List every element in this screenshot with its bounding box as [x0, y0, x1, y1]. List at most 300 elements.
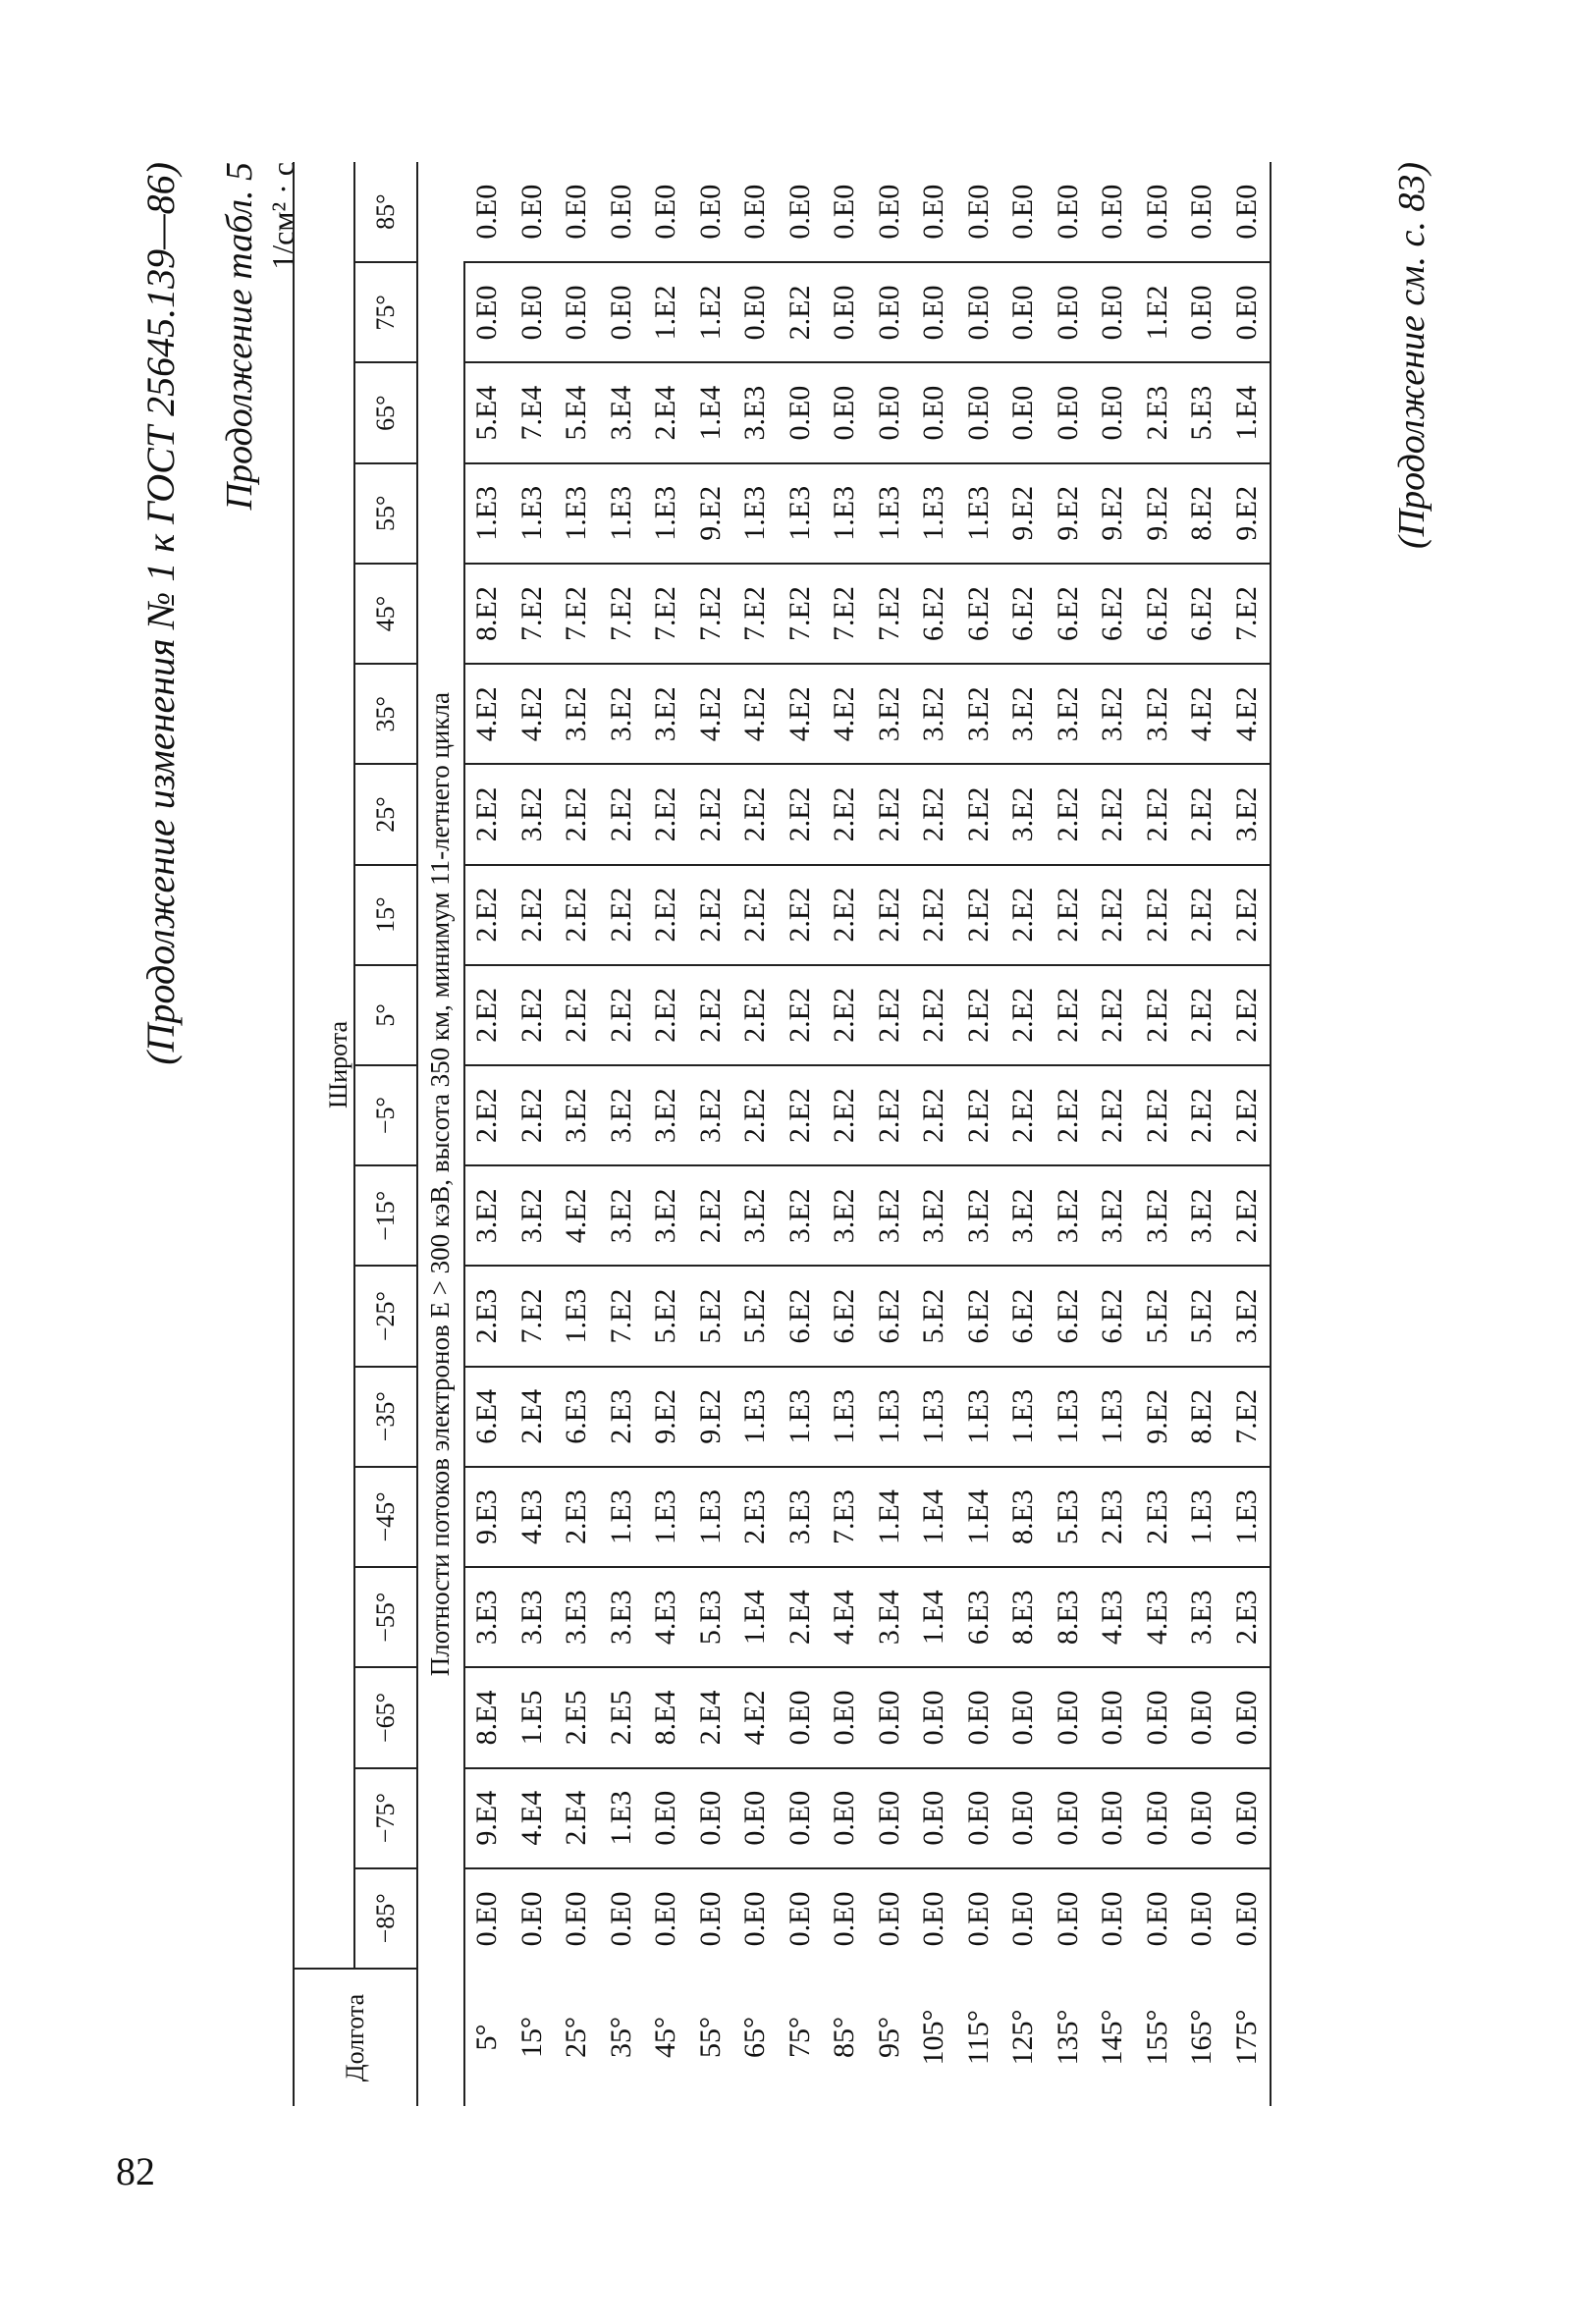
value-cell: 2.E3: [1135, 363, 1180, 463]
value-cell: 1.E3: [912, 463, 957, 564]
col-longitude-header: Долгота: [294, 1969, 417, 2106]
longitude-cell: 35°: [604, 2017, 637, 2058]
value-cell: 3.E2: [1091, 1165, 1136, 1266]
value-cell: 7.E2: [867, 564, 912, 664]
rotated-page-content: [137, 142, 1453, 2106]
value-cell: 3.E2: [1135, 1165, 1180, 1266]
value-cell: 2.E2: [510, 865, 555, 965]
value-cell: 3.E4: [867, 1567, 912, 1667]
value-cell: 7.E2: [823, 564, 868, 664]
col-latitude-header: Широта: [294, 162, 354, 1969]
value-cell: 2.E2: [1135, 865, 1180, 965]
value-cell: 0.E0: [1229, 184, 1263, 240]
value-cell: 7.E2: [778, 564, 823, 664]
longitude-cell: 75°: [783, 2017, 816, 2058]
value-cell: 0.E0: [510, 262, 555, 362]
value-cell: 8.E3: [1001, 1567, 1047, 1667]
value-cell: 9.E4: [464, 1768, 511, 1868]
value-cell: 0.E0: [778, 1667, 823, 1767]
table-row: [912, 162, 957, 2106]
flux-density-table: [293, 162, 1271, 2106]
value-cell: 8.E3: [1001, 1467, 1047, 1567]
value-cell: 1.E4: [733, 1567, 779, 1667]
value-cell: 3.E2: [599, 664, 644, 764]
value-cell: 5.E2: [688, 1266, 733, 1366]
table-row: [1091, 162, 1136, 2106]
value-cell: 2.E2: [912, 965, 957, 1065]
value-cell: 4.E3: [1091, 1567, 1136, 1667]
value-cell: 0.E0: [555, 262, 600, 362]
value-cell: 2.E2: [1091, 965, 1136, 1065]
value-cell: 2.E2: [510, 965, 555, 1065]
value-cell: 5.E2: [733, 1266, 779, 1366]
value-cell: 2.E2: [956, 865, 1001, 965]
value-cell: 0.E0: [912, 363, 957, 463]
value-cell: 2.E2: [599, 764, 644, 864]
value-cell: 8.E4: [464, 1667, 511, 1767]
value-cell: 3.E2: [867, 1165, 912, 1266]
value-cell: 6.E2: [867, 1266, 912, 1366]
value-cell: 0.E0: [912, 1868, 957, 1969]
value-cell: 4.E2: [1224, 664, 1271, 764]
longitude-cell: 145°: [1096, 2009, 1129, 2066]
value-cell: 0.E0: [956, 1868, 1001, 1969]
value-cell: 2.E2: [912, 1065, 957, 1165]
value-cell: 2.E2: [733, 865, 779, 965]
value-cell: 0.E0: [1046, 1667, 1091, 1767]
value-cell: 4.E2: [778, 664, 823, 764]
value-cell: 0.E0: [738, 184, 772, 240]
value-cell: 2.E3: [464, 1266, 511, 1366]
value-cell: 1.E3: [956, 1367, 1001, 1467]
latitude-header-cell: 15°: [354, 865, 417, 965]
value-cell: 9.E2: [1091, 463, 1136, 564]
latitude-header-cell: −5°: [354, 1065, 417, 1165]
value-cell: 1.E4: [956, 1467, 1001, 1567]
value-cell: 2.E2: [555, 865, 600, 965]
value-cell: 2.E2: [464, 865, 511, 965]
value-cell: 2.E2: [510, 1065, 555, 1165]
value-cell: 9.E2: [1001, 463, 1047, 564]
value-cell: 0.E0: [555, 1868, 600, 1969]
value-cell: 3.E4: [599, 363, 644, 463]
value-cell: 6.E2: [778, 1266, 823, 1366]
latitude-header-cell: −85°: [354, 1868, 417, 1969]
value-cell: 2.E2: [464, 1065, 511, 1165]
value-cell: 9.E2: [1135, 1367, 1180, 1467]
value-cell: 1.E4: [867, 1467, 912, 1567]
value-cell: 3.E2: [555, 1065, 600, 1165]
value-cell: 7.E2: [599, 564, 644, 664]
value-cell: 0.E0: [783, 184, 816, 240]
value-cell: 2.E2: [778, 262, 823, 362]
latitude-header-cell: −25°: [354, 1266, 417, 1366]
value-cell: 3.E2: [599, 1065, 644, 1165]
value-cell: 1.E3: [688, 1467, 733, 1567]
value-cell: 3.E2: [733, 1165, 779, 1266]
value-cell: 6.E2: [1180, 564, 1225, 664]
table-caption: Плотности потоков электронов E > 300 кэВ, высота 350 км, минимум 11-летнего цикла: [417, 262, 464, 2106]
value-cell: 3.E2: [956, 1165, 1001, 1266]
value-cell: 2.E4: [688, 1667, 733, 1767]
value-cell: 0.E0: [1001, 363, 1047, 463]
value-cell: 1.E3: [555, 463, 600, 564]
value-cell: 2.E4: [644, 363, 689, 463]
value-cell: 2.E2: [956, 1065, 1001, 1165]
value-cell: 0.E0: [1046, 262, 1091, 362]
value-cell: 2.E3: [1135, 1467, 1180, 1567]
value-cell: 6.E4: [464, 1367, 511, 1467]
value-cell: 2.E2: [1046, 764, 1091, 864]
value-cell: 1.E3: [1046, 1367, 1091, 1467]
latitude-header-cell: −55°: [354, 1567, 417, 1667]
value-cell: 3.E2: [644, 1165, 689, 1266]
longitude-cell: 25°: [560, 2017, 593, 2058]
latitude-header-cell: 25°: [354, 764, 417, 864]
value-cell: 2.E2: [867, 1065, 912, 1165]
value-cell: 3.E3: [510, 1567, 555, 1667]
value-cell: 4.E3: [644, 1567, 689, 1667]
value-cell: 0.E0: [1046, 1768, 1091, 1868]
value-cell: 2.E2: [1180, 1065, 1225, 1165]
value-cell: 7.E2: [510, 564, 555, 664]
value-cell: 2.E2: [464, 965, 511, 1065]
value-cell: 2.E2: [1046, 865, 1091, 965]
longitude-cell: 175°: [1229, 2009, 1263, 2066]
value-cell: 2.E2: [599, 965, 644, 1065]
table-row: [823, 162, 868, 2106]
value-cell: 2.E2: [1224, 1165, 1271, 1266]
value-cell: 3.E3: [778, 1467, 823, 1567]
value-cell: 0.E0: [469, 184, 503, 240]
value-cell: 6.E2: [1091, 564, 1136, 664]
value-cell: 2.E2: [644, 865, 689, 965]
value-cell: 2.E2: [1001, 865, 1047, 965]
value-cell: 2.E3: [599, 1367, 644, 1467]
value-cell: 7.E2: [599, 1266, 644, 1366]
value-cell: 1.E3: [555, 1266, 600, 1366]
value-cell: 0.E0: [1046, 1868, 1091, 1969]
value-cell: 2.E4: [510, 1367, 555, 1467]
value-cell: 0.E0: [1091, 363, 1136, 463]
value-cell: 2.E2: [867, 764, 912, 864]
value-cell: 2.E2: [1135, 764, 1180, 864]
value-cell: 3.E2: [464, 1165, 511, 1266]
value-cell: 3.E3: [555, 1567, 600, 1667]
value-cell: 2.E2: [823, 965, 868, 1065]
value-cell: 2.E2: [823, 865, 868, 965]
value-cell: 1.E2: [688, 262, 733, 362]
value-cell: 7.E2: [510, 1266, 555, 1366]
value-cell: 0.E0: [1135, 1768, 1180, 1868]
value-cell: 4.E3: [1135, 1567, 1180, 1667]
value-cell: 1.E5: [510, 1667, 555, 1767]
value-cell: 6.E2: [956, 1266, 1001, 1366]
value-cell: 5.E3: [1046, 1467, 1091, 1567]
value-cell: 2.E2: [1046, 965, 1091, 1065]
value-cell: 3.E2: [1001, 1165, 1047, 1266]
value-cell: 0.E0: [1001, 262, 1047, 362]
value-cell: 1.E3: [464, 463, 511, 564]
table-row: [510, 162, 555, 2106]
value-cell: 1.E3: [510, 463, 555, 564]
value-cell: 2.E5: [555, 1667, 600, 1767]
longitude-cell: 55°: [693, 2017, 727, 2058]
latitude-header-cell: 35°: [354, 664, 417, 764]
value-cell: 0.E0: [956, 1768, 1001, 1868]
table-row: [644, 162, 689, 2106]
value-cell: 0.E0: [1091, 1868, 1136, 1969]
value-cell: 1.E4: [688, 363, 733, 463]
value-cell: 6.E3: [956, 1567, 1001, 1667]
value-cell: 6.E2: [1091, 1266, 1136, 1366]
value-cell: 3.E2: [1224, 764, 1271, 864]
value-cell: 0.E0: [1091, 262, 1136, 362]
value-cell: 2.E2: [778, 764, 823, 864]
value-cell: 2.E4: [778, 1567, 823, 1667]
value-cell: 2.E2: [778, 965, 823, 1065]
value-cell: 3.E2: [1001, 764, 1047, 864]
value-cell: 2.E2: [1091, 865, 1136, 965]
longitude-cell: 95°: [872, 2017, 905, 2058]
value-cell: 4.E2: [688, 664, 733, 764]
value-cell: 0.E0: [1001, 1768, 1047, 1868]
longitude-cell: 45°: [649, 2017, 682, 2058]
value-cell: 1.E3: [912, 1367, 957, 1467]
value-cell: 2.E3: [733, 1467, 779, 1567]
value-cell: 3.E2: [1224, 1266, 1271, 1366]
value-cell: 1.E3: [599, 463, 644, 564]
value-cell: 0.E0: [464, 1868, 511, 1969]
value-cell: 8.E4: [644, 1667, 689, 1767]
value-cell: 2.E2: [733, 1065, 779, 1165]
value-cell: 0.E0: [867, 1768, 912, 1868]
value-cell: 0.E0: [961, 184, 995, 240]
value-cell: 2.E2: [1135, 965, 1180, 1065]
value-cell: 0.E0: [1180, 262, 1225, 362]
value-cell: 1.E3: [599, 1768, 644, 1868]
value-cell: 9.E2: [1135, 463, 1180, 564]
table-row: [867, 162, 912, 2106]
value-cell: 3.E2: [956, 664, 1001, 764]
value-cell: 2.E2: [555, 965, 600, 1065]
value-cell: 0.E0: [1096, 184, 1129, 240]
value-cell: 3.E3: [1180, 1567, 1225, 1667]
value-cell: 0.E0: [1006, 184, 1040, 240]
table-row: [464, 162, 511, 2106]
value-cell: 1.E2: [644, 262, 689, 362]
value-cell: 0.E0: [867, 1667, 912, 1767]
value-cell: 2.E2: [867, 865, 912, 965]
value-cell: 2.E2: [688, 965, 733, 1065]
value-cell: 7.E4: [510, 363, 555, 463]
value-cell: 3.E2: [644, 1065, 689, 1165]
value-cell: 3.E2: [599, 1165, 644, 1266]
value-cell: 0.E0: [599, 1868, 644, 1969]
value-cell: 1.E3: [733, 1367, 779, 1467]
value-cell: 2.E4: [555, 1768, 600, 1868]
value-cell: 3.E2: [688, 1065, 733, 1165]
value-cell: 2.E2: [1046, 1065, 1091, 1165]
value-cell: 0.E0: [1001, 1868, 1047, 1969]
value-cell: 9.E2: [1224, 463, 1271, 564]
value-cell: 4.E2: [823, 664, 868, 764]
value-cell: 3.E2: [1091, 664, 1136, 764]
value-cell: 2.E2: [555, 764, 600, 864]
value-cell: 1.E3: [1001, 1367, 1047, 1467]
value-cell: 4.E2: [733, 664, 779, 764]
value-cell: 0.E0: [1224, 1768, 1271, 1868]
value-cell: 5.E2: [644, 1266, 689, 1366]
longitude-cell: 85°: [828, 2017, 861, 2058]
value-cell: 0.E0: [867, 363, 912, 463]
value-cell: 0.E0: [778, 1768, 823, 1868]
value-cell: 0.E0: [644, 1768, 689, 1868]
value-cell: 4.E2: [1180, 664, 1225, 764]
value-cell: 5.E2: [1135, 1266, 1180, 1366]
latitude-header-cell: −45°: [354, 1467, 417, 1567]
continuation-note: (Продолжение см. с. 83): [1391, 162, 1433, 550]
longitude-cell: 115°: [961, 2010, 995, 2065]
latitude-header-cell: 45°: [354, 564, 417, 664]
value-cell: 2.E2: [823, 1065, 868, 1165]
value-cell: 3.E2: [912, 1165, 957, 1266]
latitude-header-cell: −15°: [354, 1165, 417, 1266]
value-cell: 2.E2: [823, 764, 868, 864]
value-cell: 0.E0: [1135, 1868, 1180, 1969]
value-cell: 9.E2: [644, 1367, 689, 1467]
value-cell: 3.E3: [733, 363, 779, 463]
value-cell: 6.E2: [1135, 564, 1180, 664]
value-cell: 9.E3: [464, 1467, 511, 1567]
value-cell: 2.E3: [1091, 1467, 1136, 1567]
value-cell: 1.E3: [733, 463, 779, 564]
value-cell: 0.E0: [1051, 184, 1084, 240]
value-cell: 0.E0: [1224, 1667, 1271, 1767]
value-cell: 0.E0: [1001, 1667, 1047, 1767]
value-cell: 3.E2: [644, 664, 689, 764]
value-cell: 2.E2: [733, 764, 779, 864]
value-cell: 0.E0: [693, 184, 727, 240]
value-cell: 6.E2: [1046, 564, 1091, 664]
value-cell: 2.E2: [778, 865, 823, 965]
longitude-cell: 15°: [514, 2017, 548, 2058]
value-cell: 3.E2: [1135, 664, 1180, 764]
latitude-header-cell: 55°: [354, 463, 417, 564]
value-cell: 1.E3: [778, 463, 823, 564]
value-cell: 0.E0: [1135, 1667, 1180, 1767]
value-cell: 0.E0: [688, 1768, 733, 1868]
longitude-cell: 155°: [1140, 2009, 1173, 2066]
table-continuation-title: Продолжение табл. 5: [219, 162, 260, 511]
value-cell: 9.E2: [1046, 463, 1091, 564]
value-cell: 2.E2: [956, 965, 1001, 1065]
value-cell: 2.E3: [555, 1467, 600, 1567]
value-cell: 3.E2: [555, 664, 600, 764]
value-cell: 0.E0: [649, 184, 682, 240]
value-cell: 3.E2: [1046, 664, 1091, 764]
value-cell: 0.E0: [872, 184, 905, 240]
longitude-cell: 65°: [738, 2017, 772, 2058]
value-cell: 0.E0: [867, 262, 912, 362]
value-cell: 2.E2: [644, 764, 689, 864]
value-cell: 6.E2: [1046, 1266, 1091, 1366]
value-cell: 4.E2: [464, 664, 511, 764]
value-cell: 0.E0: [510, 1868, 555, 1969]
value-cell: 0.E0: [823, 1667, 868, 1767]
value-cell: 0.E0: [823, 1768, 868, 1868]
table-row: [1046, 162, 1091, 2106]
value-cell: 4.E2: [510, 664, 555, 764]
value-cell: 0.E0: [464, 262, 511, 362]
value-cell: 2.E5: [599, 1667, 644, 1767]
value-cell: 1.E3: [599, 1467, 644, 1567]
value-cell: 7.E2: [644, 564, 689, 664]
page-number: 82: [116, 2149, 155, 2193]
value-cell: 9.E2: [688, 1367, 733, 1467]
value-cell: 2.E2: [464, 764, 511, 864]
longitude-cell: 105°: [917, 2009, 950, 2066]
value-cell: 2.E2: [688, 764, 733, 864]
value-cell: 0.E0: [867, 1868, 912, 1969]
value-cell: 0.E0: [912, 1768, 957, 1868]
value-cell: 1.E3: [644, 1467, 689, 1567]
value-cell: 0.E0: [604, 184, 637, 240]
value-cell: 1.E3: [823, 1367, 868, 1467]
value-cell: 5.E3: [1180, 363, 1225, 463]
table-row: [599, 162, 644, 2106]
value-cell: 0.E0: [1140, 184, 1173, 240]
value-cell: 0.E0: [912, 262, 957, 362]
value-cell: 2.E2: [688, 1165, 733, 1266]
table-row: [1001, 162, 1047, 2106]
value-cell: 3.E2: [1046, 1165, 1091, 1266]
value-cell: 2.E2: [1224, 965, 1271, 1065]
value-cell: 3.E3: [599, 1567, 644, 1667]
value-cell: 1.E4: [912, 1567, 957, 1667]
value-cell: 3.E2: [823, 1165, 868, 1266]
value-cell: 2.E3: [1224, 1567, 1271, 1667]
value-cell: 2.E2: [912, 865, 957, 965]
table-row: [956, 162, 1001, 2106]
value-cell: 1.E3: [644, 463, 689, 564]
value-cell: 6.E2: [1001, 564, 1047, 664]
value-cell: 3.E2: [1180, 1165, 1225, 1266]
value-cell: 0.E0: [778, 363, 823, 463]
value-cell: 8.E2: [1180, 1367, 1225, 1467]
value-cell: 0.E0: [917, 184, 950, 240]
value-cell: 7.E2: [733, 564, 779, 664]
running-header: (Продолжение изменения № 1 к ГОСТ 25645.139—86): [138, 162, 183, 1065]
value-cell: 6.E2: [956, 564, 1001, 664]
value-cell: 0.E0: [956, 262, 1001, 362]
value-cell: 3.E2: [912, 664, 957, 764]
value-cell: 0.E0: [733, 262, 779, 362]
value-cell: 0.E0: [1046, 363, 1091, 463]
value-cell: 8.E2: [464, 564, 511, 664]
value-cell: 2.E2: [1180, 764, 1225, 864]
value-cell: 5.E3: [688, 1567, 733, 1667]
value-cell: 0.E0: [1180, 1868, 1225, 1969]
longitude-cell: 165°: [1185, 2009, 1218, 2066]
value-cell: 2.E2: [1001, 1065, 1047, 1165]
value-cell: 2.E2: [1001, 965, 1047, 1065]
value-cell: 2.E2: [1180, 965, 1225, 1065]
value-cell: 1.E3: [778, 1367, 823, 1467]
value-cell: 0.E0: [1091, 1667, 1136, 1767]
value-cell: 2.E2: [688, 865, 733, 965]
value-cell: 3.E2: [510, 1165, 555, 1266]
